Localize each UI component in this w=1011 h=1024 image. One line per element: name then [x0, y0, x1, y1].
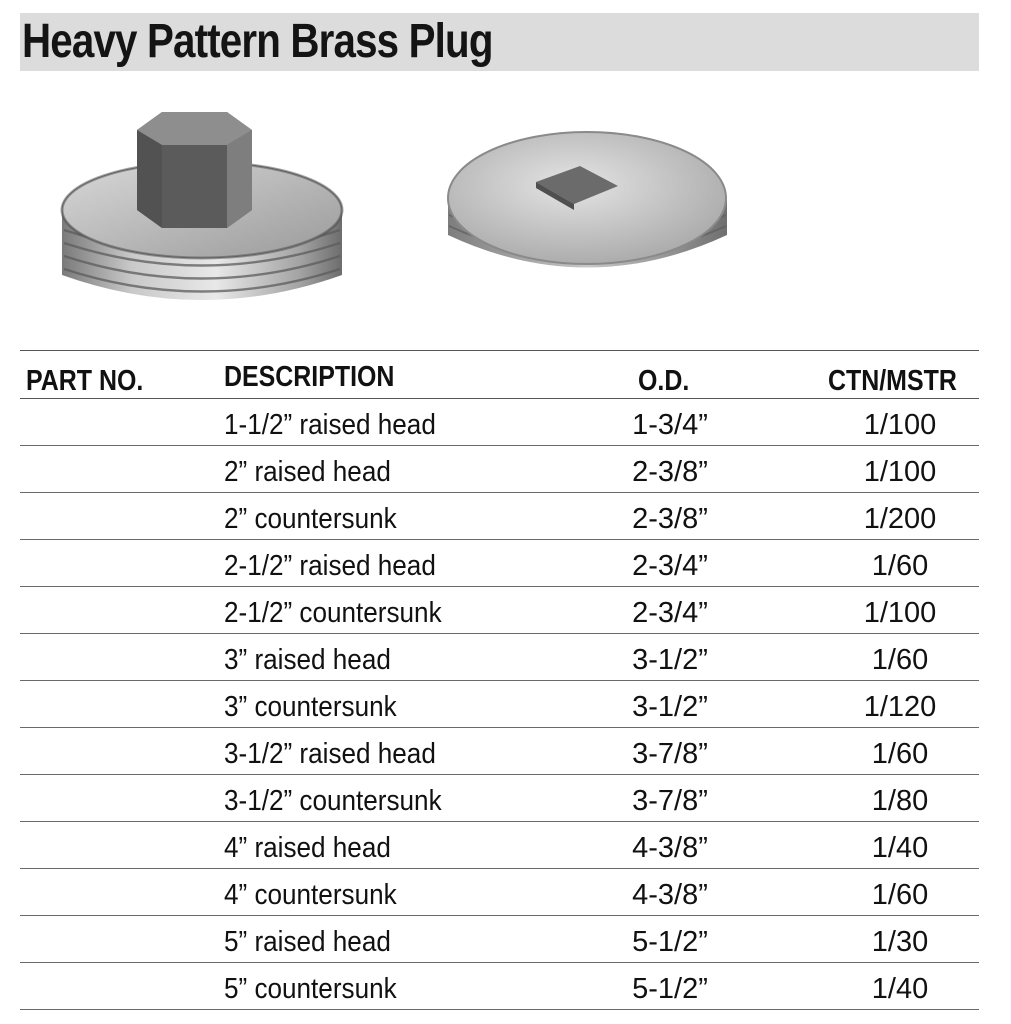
description-cell: 4” raised head	[224, 832, 391, 864]
description-cell: 5” raised head	[224, 926, 391, 958]
ctn-mstr-cell: 1/100	[863, 597, 937, 629]
od-cell: 3-1/2”	[632, 691, 708, 723]
table-row	[20, 399, 979, 446]
part-no-cell	[34, 634, 224, 681]
part-no-cell	[34, 446, 224, 493]
part-no-cell	[34, 493, 224, 540]
countersunk-plug-photo	[440, 120, 735, 295]
table-row	[20, 634, 979, 681]
part-no-cell	[34, 587, 224, 634]
part-no-cell	[34, 728, 224, 775]
ctn-mstr-cell: 1/60	[871, 644, 929, 676]
ctn-mstr-cell: 1/60	[871, 738, 929, 770]
od-cell: 4-3/8”	[632, 879, 708, 911]
description-cell: 2-1/2” raised head	[224, 550, 436, 582]
description-cell: 2” raised head	[224, 456, 391, 488]
table-row	[20, 540, 979, 587]
description-cell: 2” countersunk	[224, 503, 397, 535]
header-od: O.D.	[638, 365, 690, 397]
raised-head-plug-photo	[52, 100, 352, 320]
table-row	[20, 446, 979, 493]
ctn-mstr-cell: 1/200	[863, 503, 937, 535]
od-cell: 3-1/2”	[632, 644, 708, 676]
table-row	[20, 869, 979, 916]
table-header-row	[20, 351, 979, 399]
spec-table	[20, 350, 979, 1010]
header-description: DESCRIPTION	[224, 361, 395, 393]
header-part-no: PART NO.	[26, 365, 144, 397]
ctn-mstr-cell: 1/40	[871, 973, 929, 1005]
od-cell: 3-7/8”	[632, 785, 708, 817]
description-cell: 3” countersunk	[224, 691, 397, 723]
part-no-cell	[34, 775, 224, 822]
ctn-mstr-cell: 1/40	[871, 832, 929, 864]
od-cell: 2-3/8”	[632, 456, 708, 488]
od-cell: 5-1/2”	[632, 926, 708, 958]
part-no-cell	[34, 540, 224, 587]
table-row	[20, 822, 979, 869]
header-ctn-mstr: CTN/MSTR	[828, 365, 957, 397]
part-no-cell	[34, 963, 224, 1010]
ctn-mstr-cell: 1/120	[863, 691, 937, 723]
table-row	[20, 728, 979, 775]
table-row	[20, 493, 979, 540]
ctn-mstr-cell: 1/100	[863, 456, 937, 488]
part-no-cell	[34, 399, 224, 446]
ctn-mstr-cell: 1/80	[871, 785, 929, 817]
od-cell: 1-3/4”	[632, 409, 708, 441]
ctn-mstr-cell: 1/60	[871, 550, 929, 582]
description-cell: 3-1/2” countersunk	[224, 785, 442, 817]
description-cell: 3-1/2” raised head	[224, 738, 436, 770]
ctn-mstr-cell: 1/100	[863, 409, 937, 441]
part-no-cell	[34, 916, 224, 963]
table-row	[20, 916, 979, 963]
table-row	[20, 775, 979, 822]
description-cell: 3” raised head	[224, 644, 391, 676]
od-cell: 2-3/8”	[632, 503, 708, 535]
ctn-mstr-cell: 1/60	[871, 879, 929, 911]
part-no-cell	[34, 681, 224, 728]
page-title: Heavy Pattern Brass Plug	[22, 15, 493, 68]
description-cell: 1-1/2” raised head	[224, 409, 436, 441]
ctn-mstr-cell: 1/30	[871, 926, 929, 958]
table-row	[20, 963, 979, 1010]
table-body	[20, 399, 979, 1010]
od-cell: 5-1/2”	[632, 973, 708, 1005]
table-row	[20, 681, 979, 728]
part-no-cell	[34, 822, 224, 869]
part-no-cell	[34, 869, 224, 916]
description-cell: 5” countersunk	[224, 973, 397, 1005]
table-row	[20, 587, 979, 634]
description-cell: 4” countersunk	[224, 879, 397, 911]
od-cell: 2-3/4”	[632, 597, 708, 629]
od-cell: 2-3/4”	[632, 550, 708, 582]
description-cell: 2-1/2” countersunk	[224, 597, 442, 629]
od-cell: 4-3/8”	[632, 832, 708, 864]
od-cell: 3-7/8”	[632, 738, 708, 770]
